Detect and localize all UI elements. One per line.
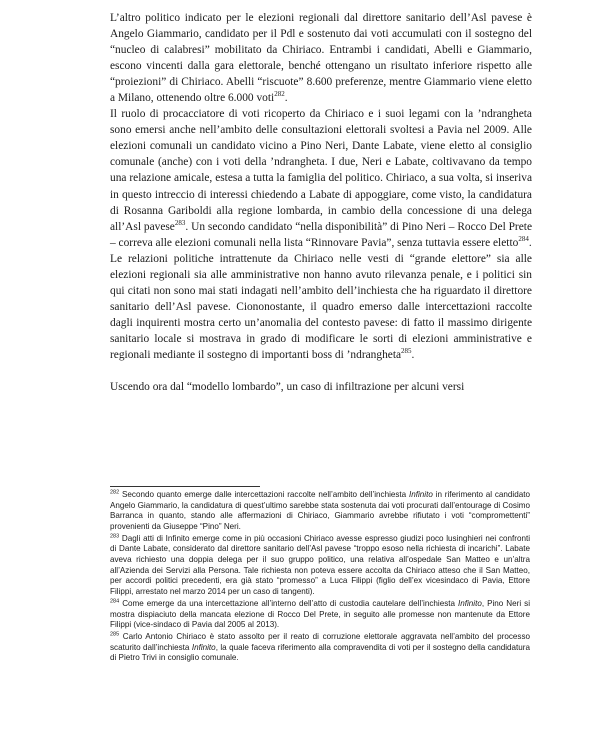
body-text bbox=[110, 10, 532, 395]
paragraph-1: L’altro politico indicato per le elezioni regionali dal direttore sanitario dell’Asl pavese è Angelo Giammario, candidato per il Pdl e sostenuto dai voti accumulati con il sostegno del “nucleo di calabresi” mobilitato da Chiriaco. Entrambi i candidati, Abelli e Giammario, escono vincenti dalla gara elettorale, benché ottengano un risultato inferiore rispetto alle “proiezioni” di Chiriaco. Abelli “riscuote” 8.600 preferenze, mentre Giammario viene eletto a Milano, ottenendo oltre 6.000 voti$^{282}$. bbox=[110, 12, 532, 105]
footnote-284: $^{284}$ Come emerge da una intercettazione all’interno dell’atto di custodia cautelare dell’inchiesta Infinito, Pino Neri si mostra dispiaciuto della mancata elezione di Rocco Del Prete, in seguito alle promesse non mantenute da Ettore Filippi (vice-sindaco di Pavia dal 2005 al 2013). bbox=[110, 598, 530, 630]
footnote-282: $^{282}$ Secondo quanto emerge dalle intercettazioni raccolte nell’ambito dell’inchiesta Infinito in riferimento al candidato Angelo Giammario, la candidatura di quest’ultimo sarebbe stata sostenuta dai voti procurati dall’entourage di Cosimo Barranca in quanto, stando alle affermazioni di Chiriaco, Giammario avrebbe rifiutato i voti “compromettenti” provenienti da Giuseppe “Pino” Neri. bbox=[110, 489, 530, 531]
footnote-ref-285[interactable]: 285 bbox=[401, 347, 412, 356]
paragraph-4: Uscendo ora dal “modello lombardo”, un caso di infiltrazione per alcuni versi bbox=[110, 381, 465, 394]
footnote-ref-283[interactable]: 283 bbox=[174, 218, 186, 227]
paragraph-2: Il ruolo di procacciatore di voti ricoperto da Chiriaco e i suoi legami con la ’ndrangheta sono emersi anche nell’ambito delle consultazioni elettorali svoltesi a Pavia nel 2009. Alle elezioni comunali un candidato vicino a Pino Neri, Dante Labate, viene eletto al consiglio comunale (anche) con i voti della ’ndrangheta. I due, Neri e Labate, coltivavano da tempo una relazione amicale, estesa a tutta la famiglia del politico. Chiriaco, a sua volta, si inseriva in questo intreccio di interessi chiedendo a Labate di appoggiare, come visto, la candidatura di Rosanna Gariboldi alla regione lombarda, in cambio della concessione di una delega all’Asl pavese$^{283}$. Un secondo candidato “nella disponibilità” di Pino Neri – Rocco Del Prete – correva alle elezioni comunali nella lista “Rinnovare Pavia”, senza tuttavia essere eletto$^{284}$. bbox=[110, 108, 533, 249]
footnote-ref-282[interactable]: 282 bbox=[274, 90, 285, 99]
footnote-ref-284[interactable]: 284 bbox=[518, 234, 529, 243]
footnotes bbox=[110, 490, 530, 666]
footnote-separator bbox=[110, 486, 260, 487]
paragraph-3: Le relazioni politiche intrattenute da Chiriaco nelle vesti di “grande elettore” sia alle elezioni regionali sia alle amministrative non hanno avuto rilevanza penale, e i politici sin qui citati non sono mai stati indagati nell’ambito dell’inchiesta che ha riguardato il direttore sanitario dell’Asl pavese. Ciononostante, il quadro emerso dalle intercettazioni raccolte dagli inquirenti mostra certo un’anomalia del contesto pavese: di fatto il massimo dirigente sanitario locale si mostrava in grado di modificare le sorti di elezioni amministrative e regionali mediante il sostegno di importanti boss di ’ndrangheta$^{285}$. bbox=[110, 252, 532, 361]
footnote-283: $^{283}$ Dagli atti di Infinito emerge come in più occasioni Chiriaco avesse espresso giudizi poco lusinghieri nei confronti di Dante Labate, considerato dal direttore sanitario dell’Asl pavese “troppo esoso nella richiesta di incarichi”. Labate aveva richiesto una doppia delega per il suo gruppo politico, una relativa all’ospedale San Matteo e un’altra all’Azienda dei Servizi alla Persona. Tale richiesta non poteva essere accolta da Chiriaco atteso che il San Matteo, per accordi politici precedenti, era già stato “promesso” a Luca Filippi (figlio dell’ex vicesindaco di Pavia, Ettore Filippi, arrestato nel marzo 2014 per un caso di tangenti). bbox=[110, 533, 530, 596]
footnote-285: $^{285}$ Carlo Antonio Chiriaco è stato assolto per il reato di corruzione elettorale aggravata nell’ambito del processo scaturito dall’inchiesta Infinito, la quale faceva riferimento alla compravendita di voti per il sostegno della candidatura di Pietro Trivi in consiglio comunale. bbox=[110, 631, 530, 663]
